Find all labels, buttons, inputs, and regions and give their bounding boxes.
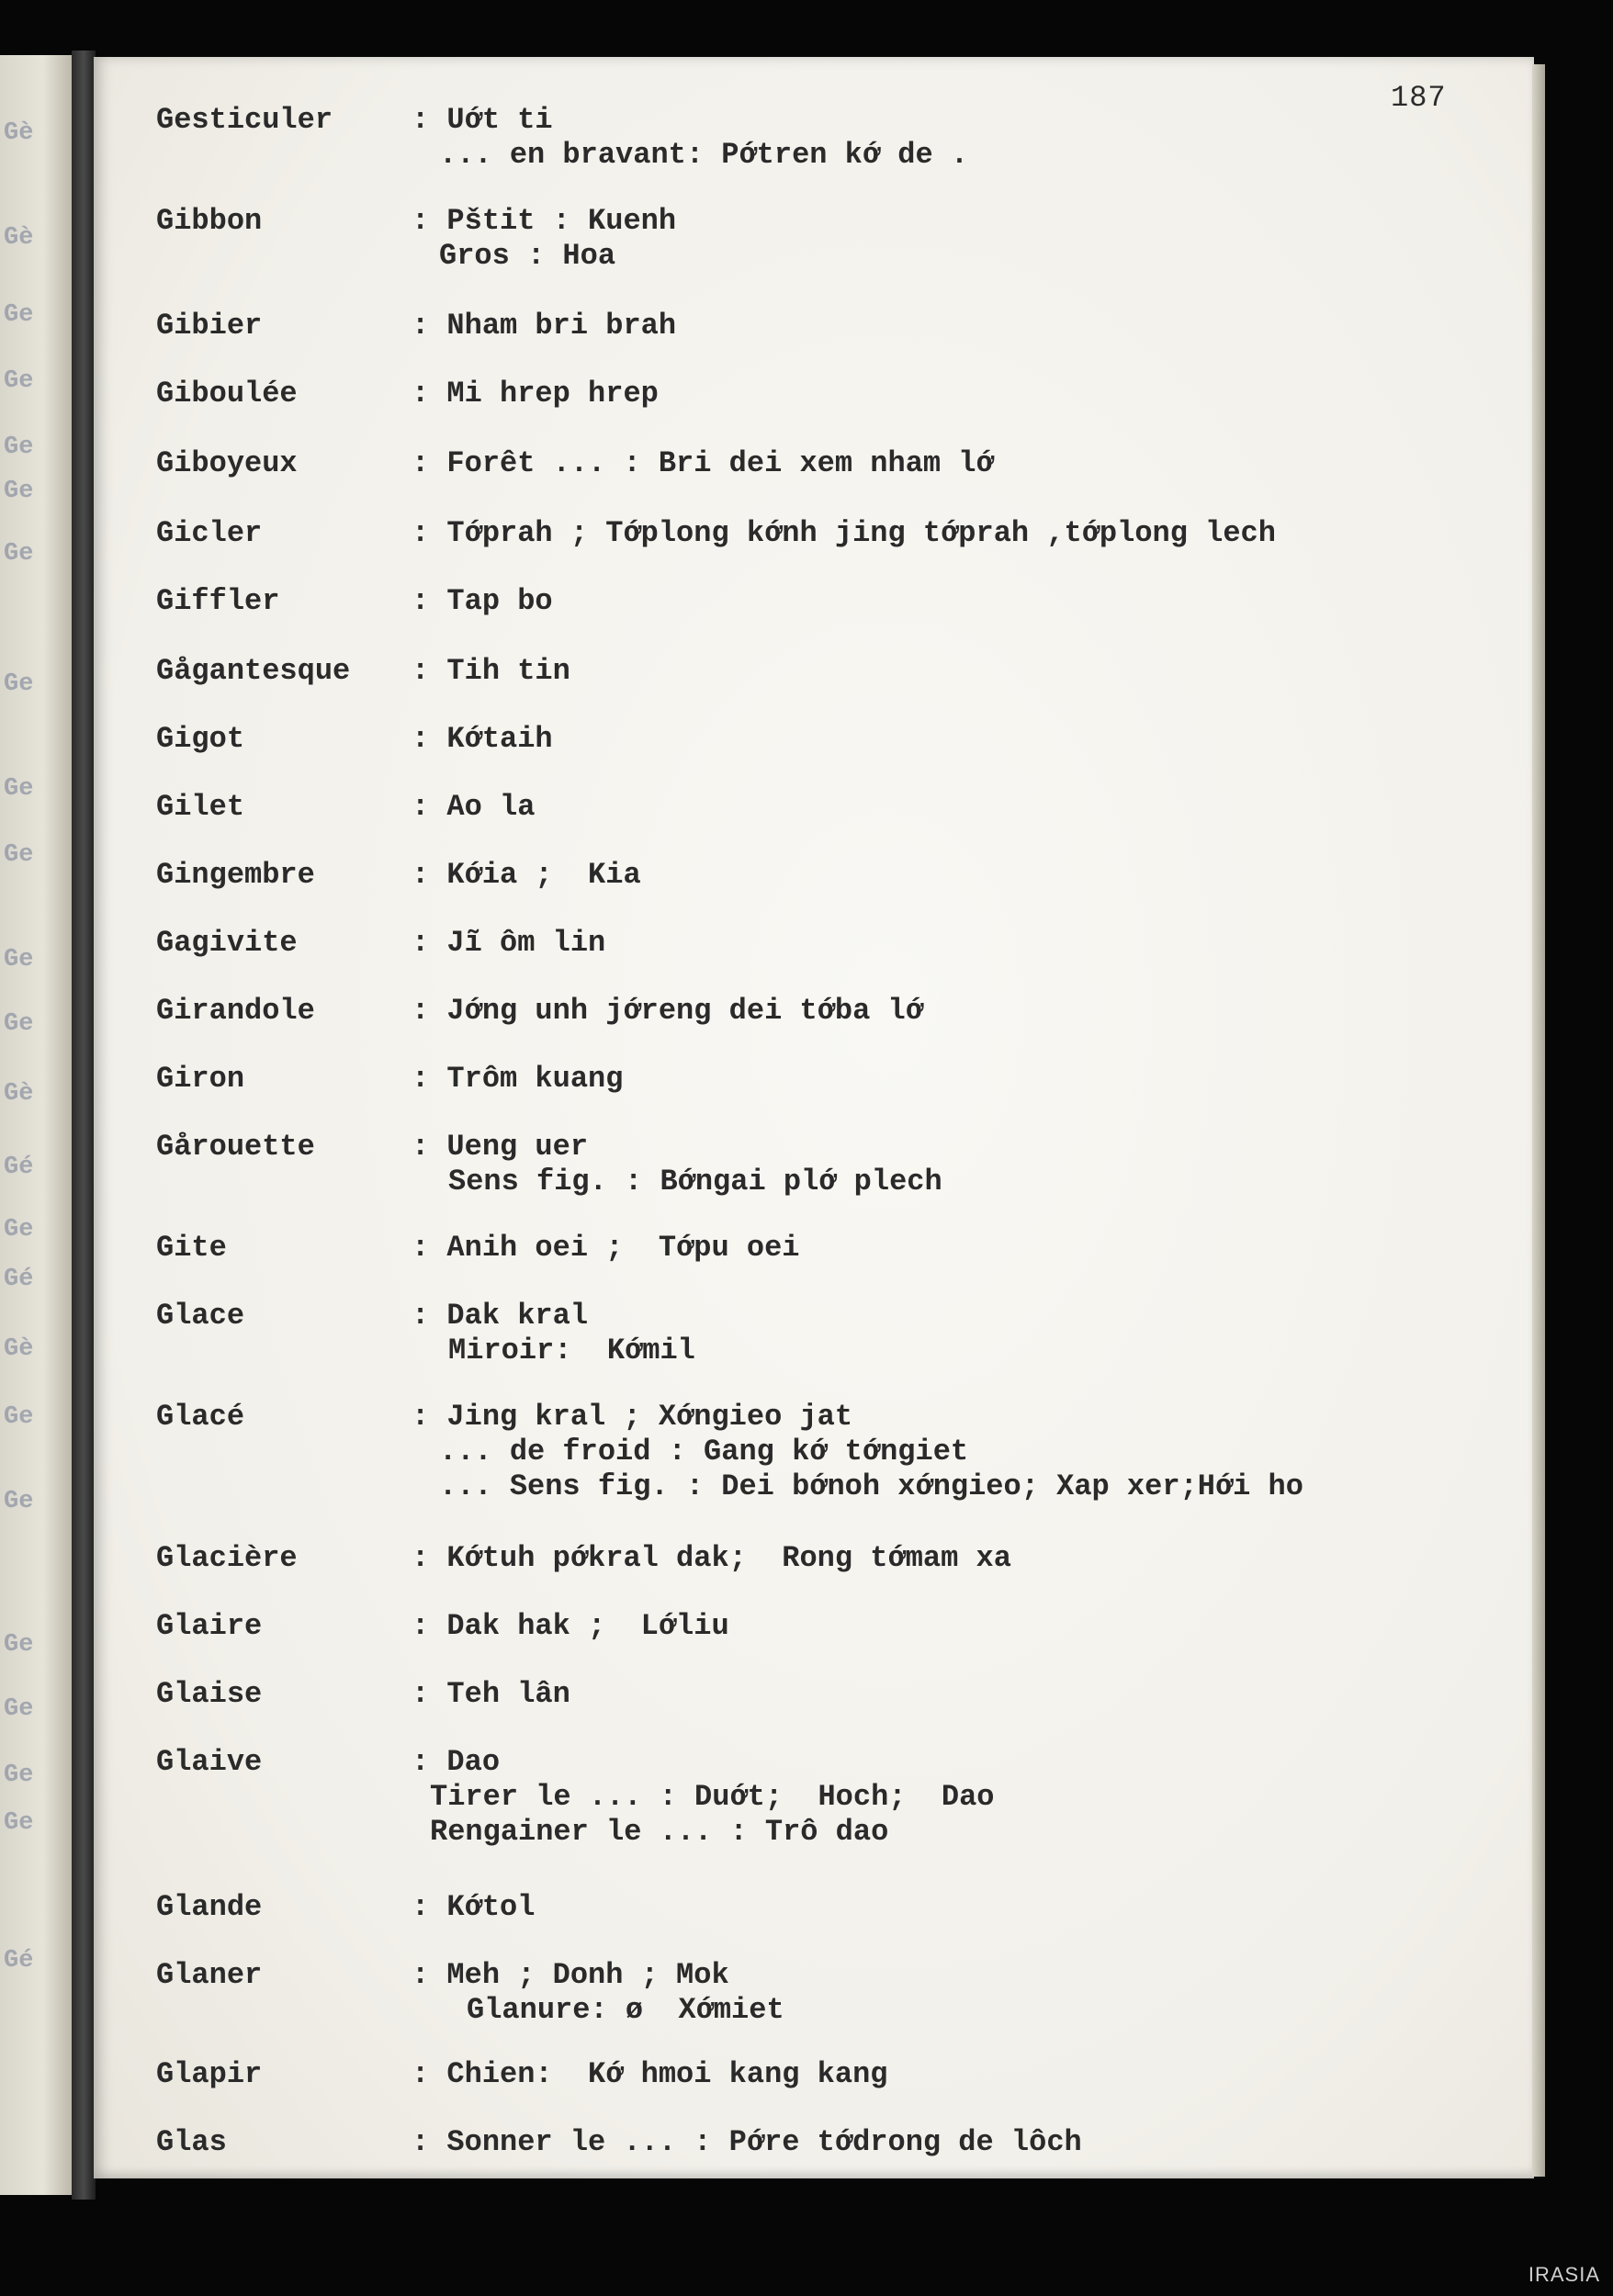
entry-term: Giboulée <box>156 377 298 411</box>
previous-page-fragment: Ge <box>4 1809 34 1837</box>
previous-page-fragment: Gé <box>4 1266 34 1293</box>
entry-definition-line: : Dao <box>412 1745 501 1779</box>
entry-definition-line: : Trôm kuang <box>412 1062 624 1096</box>
entry-term: Girandole <box>156 994 315 1028</box>
entry-term: Glacière <box>156 1541 298 1575</box>
entry-definition-line: Tirer le ... : Duớt; Hoch; Dao <box>430 1780 995 1814</box>
previous-page-fragment: Ge <box>4 775 34 803</box>
entry-definition-line: : Chien: Kớ hmoi kang kang <box>412 2057 888 2091</box>
entry-term: Glande <box>156 1890 263 1924</box>
entry-term: Gingembre <box>156 858 315 892</box>
entry-definition-line: : Dak hak ; Lớliu <box>412 1609 729 1643</box>
previous-page-fragment: Ge <box>4 478 34 505</box>
previous-page-fragment: Ge <box>4 301 34 329</box>
entry-definition-line: : Sonner le ... : Pớre tớdrong de lôch <box>412 2125 1082 2159</box>
previous-page-fragment: Ge <box>4 1216 34 1244</box>
entry-definition-line: Miroir: Kớmil <box>448 1334 695 1367</box>
previous-page-fragment: Gè <box>4 119 34 147</box>
entry-definition-line: : Kớtaih <box>412 722 553 756</box>
entry-definition-line: Rengainer le ... : Trô dao <box>430 1815 889 1849</box>
previous-page-fragment: Gè <box>4 224 34 252</box>
previous-page-fragment: Ge <box>4 1403 34 1431</box>
previous-page-fragment: Ge <box>4 1695 34 1723</box>
entry-definition-line: Sens fig. : Bớngai plớ plech <box>448 1165 942 1199</box>
entry-term: Gibier <box>156 309 263 343</box>
entry-definition-line: : Teh lân <box>412 1677 570 1711</box>
entry-term: Glapir <box>156 2057 263 2091</box>
entry-term: Giron <box>156 1062 245 1096</box>
entry-term: Gilet <box>156 790 245 824</box>
entry-term: Gite <box>156 1231 227 1265</box>
entry-definition-line: ... Sens fig. : Dei bớnoh xớngieo; Xap xer;Hới ho <box>439 1469 1303 1503</box>
entry-definition-line: : Ueng uer <box>412 1130 589 1164</box>
dictionary-page <box>94 57 1534 2178</box>
entry-definition-line: : Tap bo <box>412 584 553 618</box>
entry-term: Glaire <box>156 1609 263 1643</box>
entry-term: Giboyeux <box>156 446 298 480</box>
entry-term: Glas <box>156 2125 227 2159</box>
previous-page-fragment: Gè <box>4 1335 34 1363</box>
entry-definition-line: : Pštit : Kuenh <box>412 204 677 238</box>
entry-definition-line: : Dak kral <box>412 1299 589 1333</box>
previous-page-fragment: Ge <box>4 433 34 461</box>
page-edge <box>1532 64 1545 2177</box>
entry-term: Gicler <box>156 516 263 550</box>
previous-page-fragment: Ge <box>4 670 34 698</box>
page-number: 187 <box>1391 81 1447 115</box>
entry-definition-line: : Kớtol <box>412 1890 536 1924</box>
entry-term: Gagivite <box>156 926 298 960</box>
previous-page-fragment: Ge <box>4 367 34 395</box>
entry-term: Glace <box>156 1299 245 1333</box>
entry-term: Gigot <box>156 722 245 756</box>
previous-page-fragment: Ge <box>4 540 34 568</box>
entry-definition-line: : Forêt ... : Bri dei xem nham lớ <box>412 446 994 480</box>
entry-term: Glaise <box>156 1677 263 1711</box>
entry-definition-line: : Nham bri brah <box>412 309 677 343</box>
previous-page-edge <box>0 55 73 2195</box>
entry-definition-line: : Kớia ; Kia <box>412 858 641 892</box>
entry-definition-line: Gros : Hoa <box>439 239 616 273</box>
previous-page-fragment: Gé <box>4 1947 34 1975</box>
entry-definition-line: : Uớt ti <box>412 103 553 137</box>
entry-definition-line: : Kớtuh pớkral dak; Rong tớmam xa <box>412 1541 1011 1575</box>
entry-definition-line: : Tih tin <box>412 654 570 688</box>
entry-definition-line: : Anih oei ; Tớpu oei <box>412 1231 800 1265</box>
entry-definition-line: : Jớng unh jớreng dei tớba lớ <box>412 994 923 1028</box>
previous-page-fragment: Ge <box>4 946 34 974</box>
entry-term: Glacé <box>156 1400 245 1434</box>
entry-term: Gårouette <box>156 1130 315 1164</box>
previous-page-fragment: Gè <box>4 1080 34 1108</box>
previous-page-fragment: Ge <box>4 1631 34 1659</box>
previous-page-fragment: Ge <box>4 1488 34 1515</box>
previous-page-fragment: Gé <box>4 1154 34 1181</box>
entry-term: Gesticuler <box>156 103 333 137</box>
book-binding <box>72 51 96 2200</box>
entry-definition-line: : Meh ; Donh ; Mok <box>412 1958 729 1992</box>
entry-definition-line: : Jing kral ; Xớngieo jat <box>412 1400 853 1434</box>
entry-definition-line: : Tớprah ; Tớplong kớnh jing tớprah ,tớplong lech <box>412 516 1276 550</box>
previous-page-fragment: Ge <box>4 1010 34 1038</box>
entry-term: Gågantesque <box>156 654 351 688</box>
entry-term: Gibbon <box>156 204 263 238</box>
entry-term: Glaive <box>156 1745 263 1779</box>
entry-term: Giffler <box>156 584 280 618</box>
entry-definition-line: : Jĩ ôm lin <box>412 926 606 960</box>
entry-definition-line: ... de froid : Gang kớ tớngiet <box>439 1435 969 1469</box>
entry-definition-line: Glanure: ø Xớmiet <box>467 1993 784 2027</box>
entry-definition-line: : Mi hrep hrep <box>412 377 659 411</box>
entry-definition-line: : Ao la <box>412 790 536 824</box>
previous-page-fragment: Ge <box>4 841 34 869</box>
watermark: IRASIA <box>1528 2263 1600 2286</box>
entry-term: Glaner <box>156 1958 263 1992</box>
previous-page-fragment: Ge <box>4 1761 34 1789</box>
entry-definition-line: ... en bravant: Pớtren kớ de . <box>439 138 969 172</box>
